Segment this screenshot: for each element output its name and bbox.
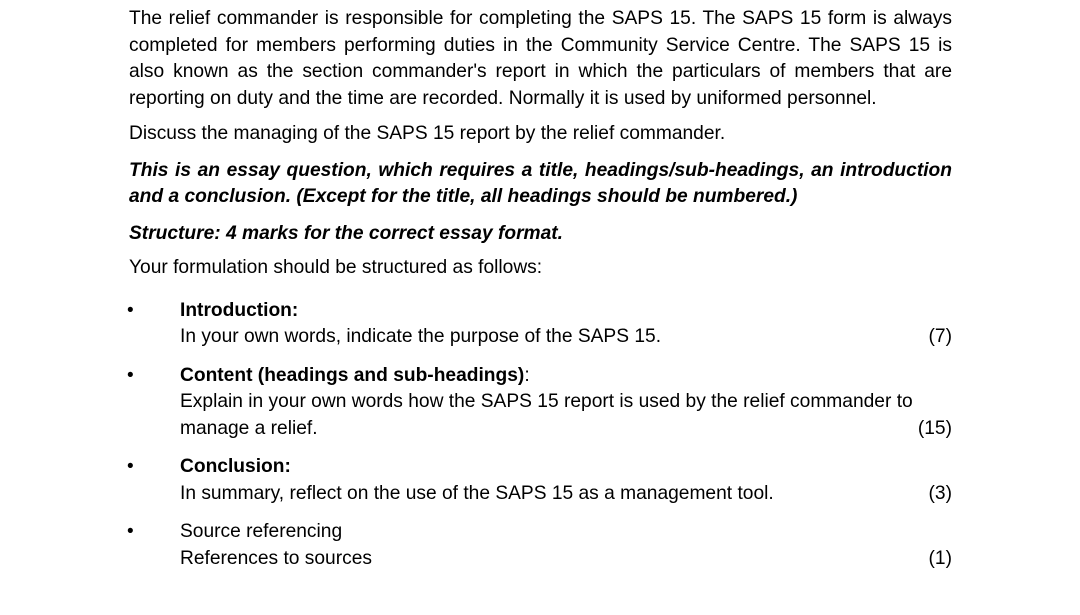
item-row xyxy=(180,324,952,351)
item-description-line: Explain in your own words how the SAPS 15 report is used by the relief commander to xyxy=(180,391,913,412)
formulation-note: Your formulation should be structured as follows: xyxy=(129,257,543,278)
list-item-source-referencing xyxy=(129,519,952,572)
item-row xyxy=(180,416,952,443)
essay-instruction: This is an essay question, which requires a title, headings/sub-headings, an introduction and a conclusion. (Except for the title, all headings should be numbered.) xyxy=(129,159,952,207)
list-item-conclusion xyxy=(129,454,952,507)
assignment-page xyxy=(129,6,952,572)
item-row xyxy=(180,481,952,508)
item-description: In summary, reflect on the use of the SAPS 15 as a management tool. xyxy=(180,482,774,504)
item-heading-wrapper xyxy=(180,363,952,390)
list-item-introduction xyxy=(129,298,952,351)
item-heading: Conclusion: xyxy=(180,456,291,477)
item-description: In your own words, indicate the purpose of the SAPS 15. xyxy=(180,326,662,347)
bullet-icon: • xyxy=(127,456,134,477)
question-text: Discuss the managing of the SAPS 15 report by the relief commander. xyxy=(129,123,726,144)
item-mark: (3) xyxy=(928,482,952,504)
item-row xyxy=(180,546,952,573)
item-heading: Introduction: xyxy=(180,299,299,321)
item-mark: (7) xyxy=(928,326,952,347)
item-heading-suffix: : xyxy=(524,364,530,386)
bullet-icon: • xyxy=(127,364,134,386)
item-description-continued: manage a relief. xyxy=(180,417,318,439)
item-heading: Content (headings and sub-headings) xyxy=(180,364,525,386)
item-mark: (1) xyxy=(928,547,952,569)
item-description: References to sources xyxy=(180,547,372,569)
bullet-icon: • xyxy=(127,521,134,542)
item-mark: (15) xyxy=(917,417,952,439)
structure-note: Structure: 4 marks for the correct essay format. xyxy=(129,222,564,244)
bullet-icon: • xyxy=(127,299,134,321)
list-item-content xyxy=(129,363,952,443)
intro-paragraph: The relief commander is responsible for completing the SAPS 15. The SAPS 15 form is always completed for members performing duties in the Community Service Centre. The SAPS 15 is also known as the section commander's report in which the particulars of members that are reporting on duty and the time are recorded. Normally it is used by uniformed personnel. xyxy=(129,8,952,109)
structure-list xyxy=(129,298,952,573)
item-heading: Source referencing xyxy=(180,521,343,542)
